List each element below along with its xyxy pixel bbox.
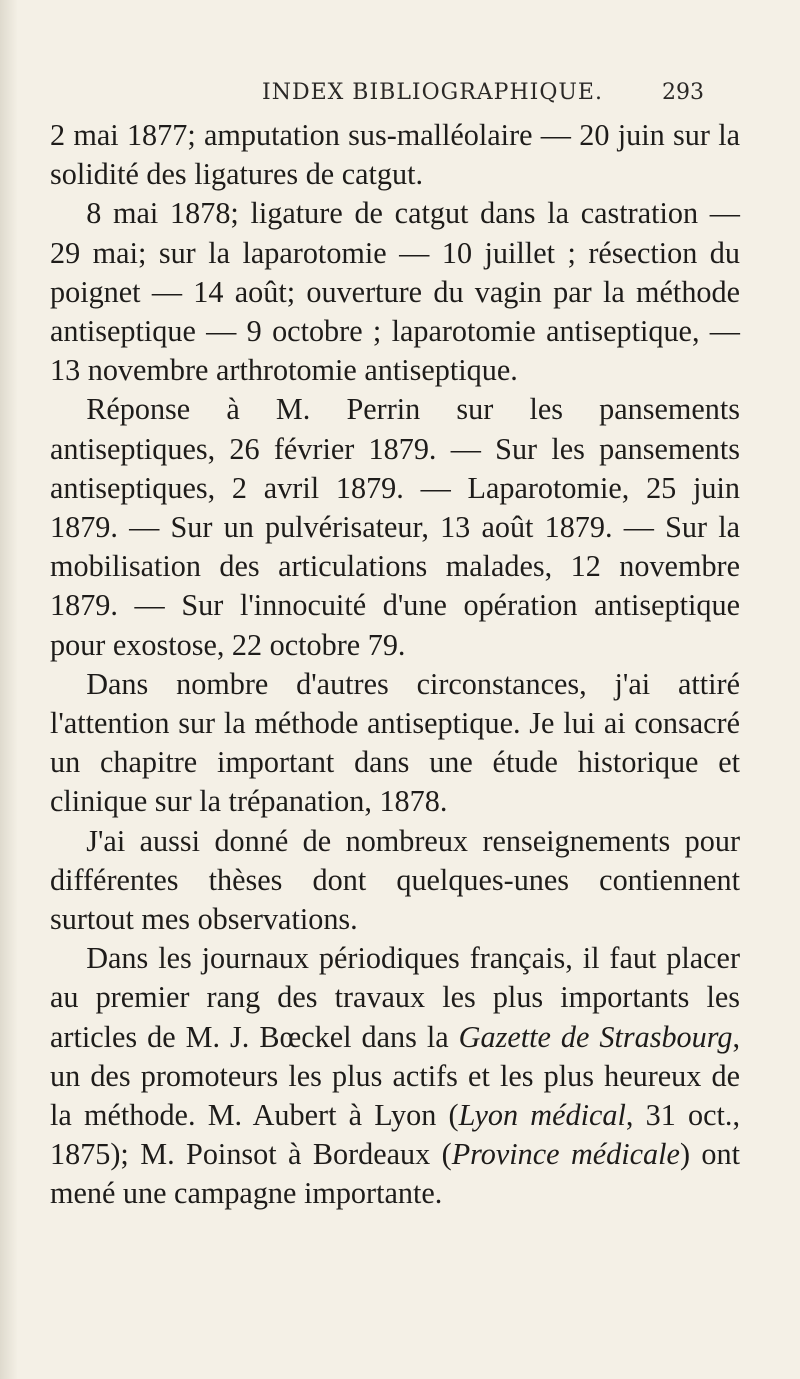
page-number: 293 xyxy=(662,80,704,105)
journaux-text-4: ) ont mené une campagne importante. xyxy=(50,1137,740,1211)
paragraph-circonstances: Dans nombre d'autres circonstances, j'ai attiré l'attention sur la méthode antiseptique. Je lui ai consacré un chapitre important dans une étude historique et clinique sur la trépanation, 1878. xyxy=(50,666,740,819)
running-title: INDEX BIBLIOGRAPHIQUE. xyxy=(262,80,603,105)
paragraph-amputation: 2 mai 1877; amputation sus-malléolaire — 20 juin sur la solidité des ligatures de catgut. xyxy=(50,118,740,192)
journaux-text-3: , 31 oct., 1875); M. Poinsot à Bordeaux ( xyxy=(50,1098,740,1172)
journal-title-gazette: Gazette de Strasbourg xyxy=(458,1019,733,1054)
journaux-text-1: Dans les journaux périodiques français, il faut placer au premier rang des travaux les plus importants les articles de M. J. Bœckel dans la xyxy=(50,941,740,1054)
paragraph-reponse-perrin: Réponse à M. Perrin sur les pansements antiseptiques, 26 février 1879. — Sur les pansements antiseptiques, 2 avril 1879. — Laparotomie, 25 juin 1879. — Sur un pulvérisateur, 13 août 1879. — Sur la mobilisation des articulations malades, 12 novembre 1879. — Sur l'innocuité d'une opération antiseptique pour exostose, 22 octobre 79. xyxy=(50,392,740,662)
journaux-text-2: , un des promoteurs les plus actifs et les plus heureux de la méthode. M. Aubert à Lyon ( xyxy=(50,1019,740,1133)
journal-title-lyon: Lyon médical xyxy=(458,1098,626,1133)
body-text xyxy=(50,116,740,1214)
page-header xyxy=(0,80,800,110)
paragraph-renseignements: J'ai aussi donné de nombreux renseignements pour différentes thèses dont quelques-unes contiennent surtout mes observations. xyxy=(50,823,740,937)
paragraph-journaux xyxy=(50,939,740,1213)
journal-title-province: Province médicale xyxy=(451,1137,680,1172)
paragraph-ligature: 8 mai 1878; ligature de catgut dans la castration — 29 mai; sur la laparotomie — 10 juillet ; résection du poignet — 14 août; ouverture du vagin par la méthode antiseptique — 9 octobre ; laparotomie antiseptique, — 13 novembre arthrotomie antiseptique. xyxy=(50,196,740,388)
